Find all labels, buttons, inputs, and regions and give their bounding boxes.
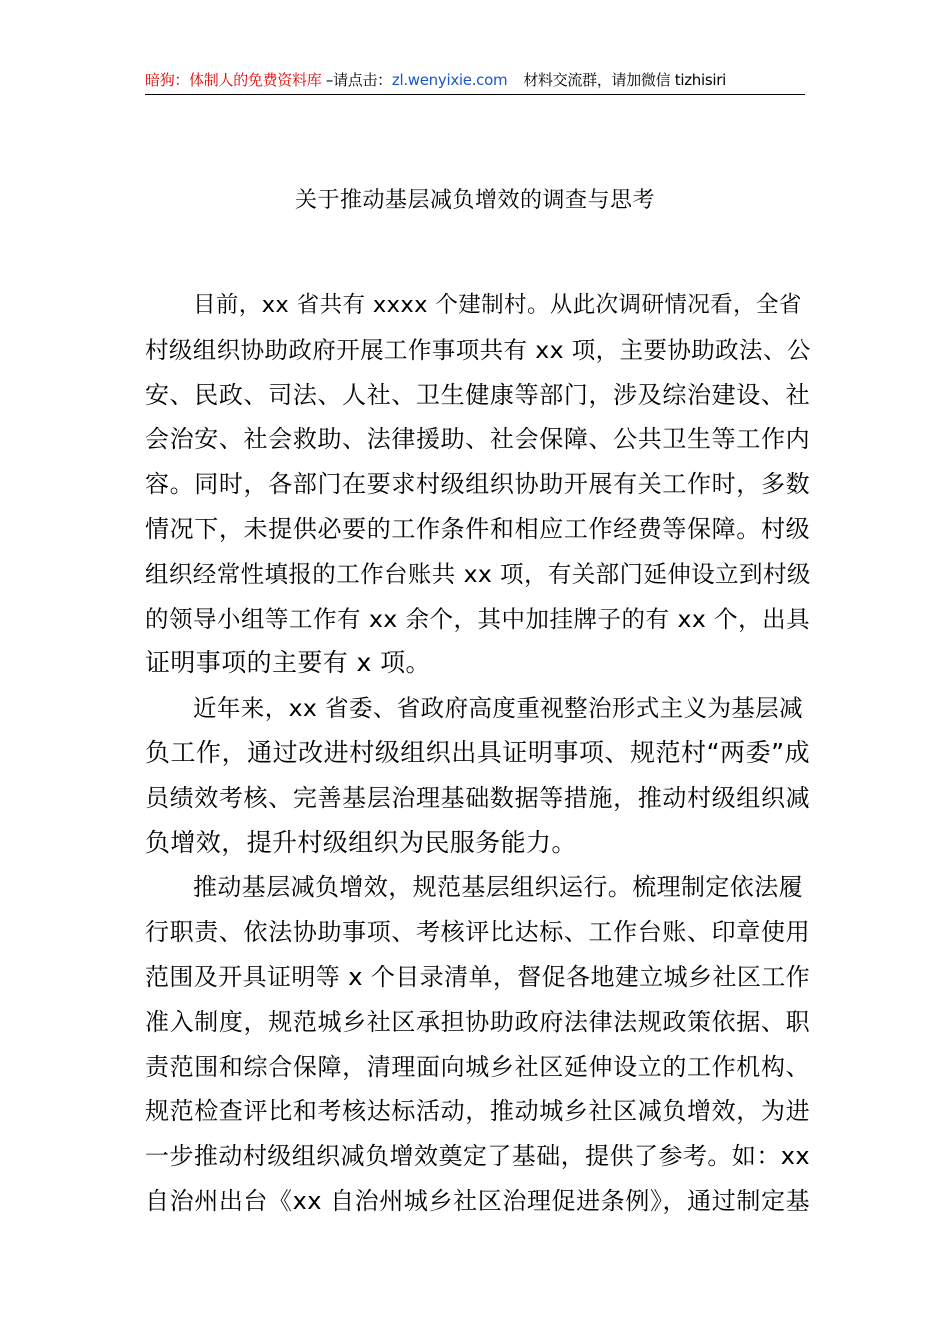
paragraph-line: 责范围和综合保障，清理面向城乡社区延伸设立的工作机构、: [145, 1052, 810, 1081]
paragraph-line: 村级组织协助政府开展工作事项共有 xx 项，主要协助政法、公: [145, 335, 811, 364]
paragraph-line: 负工作，通过改进村级组织出具证明事项、规范村“两委”成: [145, 737, 810, 767]
page-header: [145, 68, 805, 95]
paragraph-line: 安、民政、司法、人社、卫生健康等部门，涉及综治建设、社: [145, 380, 810, 409]
header-click-prompt: –请点击：: [321, 71, 392, 89]
paragraph-line: 范围及开具证明等 x 个目录清单，督促各地建立城乡社区工作: [145, 962, 811, 991]
document-title: 关于推动基层减负增效的调查与思考: [294, 188, 655, 213]
paragraph-line: 一步推动村级组织减负增效奠定了基础，提供了参考。如：xx: [145, 1142, 810, 1171]
paragraph-line: 员绩效考核、完善基层治理基础数据等措施，推动村级组织减: [145, 783, 810, 812]
paragraph-line: 负增效，提升村级组织为民服务能力。: [145, 827, 577, 857]
paragraph-line: 会治安、社会救助、法律援助、社会保障、公共卫生等工作内: [145, 425, 810, 454]
paragraph-line: 规范检查评比和考核达标活动，推动城乡社区减负增效，为进: [145, 1097, 810, 1126]
paragraph-line: 的领导小组等工作有 xx 余个，其中加挂牌子的有 xx 个，出具: [145, 604, 810, 633]
paragraph-line: 目前，xx 省共有 xxxx 个建制村。从此次调研情况看，全省: [193, 292, 802, 318]
paragraph-line: 自治州出台《xx 自治州城乡社区治理促进条例》，通过制定基: [145, 1186, 810, 1215]
header-url-link[interactable]: zl.wenyixie.com: [391, 71, 508, 89]
paragraph-line: 证明事项的主要有 x 项。: [145, 648, 431, 678]
document-body: [145, 283, 810, 1224]
paragraph-line: 准入制度，规范城乡社区承担协助政府法律法规政策依据、职: [145, 1007, 810, 1036]
paragraph-line: 推动基层减负增效，规范基层组织运行。梳理制定依法履: [193, 873, 803, 902]
paragraph-line: 行职责、依法协助事项、考核评比达标、工作台账、印章使用: [145, 918, 810, 947]
paragraph-line: 近年来，xx 省委、省政府高度重视整治形式主义为基层减: [193, 694, 804, 723]
header-group-info: 材料交流群，请加微信 tizhisiri: [523, 71, 726, 89]
paragraph-line: 容。同时，各部门在要求村级组织协助开展有关工作时，多数: [145, 470, 810, 499]
paragraph-line: 情况下，未提供必要的工作条件和相应工作经费等保障。村级: [145, 514, 810, 543]
paragraph-line: 组织经常性填报的工作台账共 xx 项，有关部门延伸设立到村级: [145, 559, 811, 588]
header-brand: 暗狗：体制人的免费资料库: [145, 71, 322, 89]
